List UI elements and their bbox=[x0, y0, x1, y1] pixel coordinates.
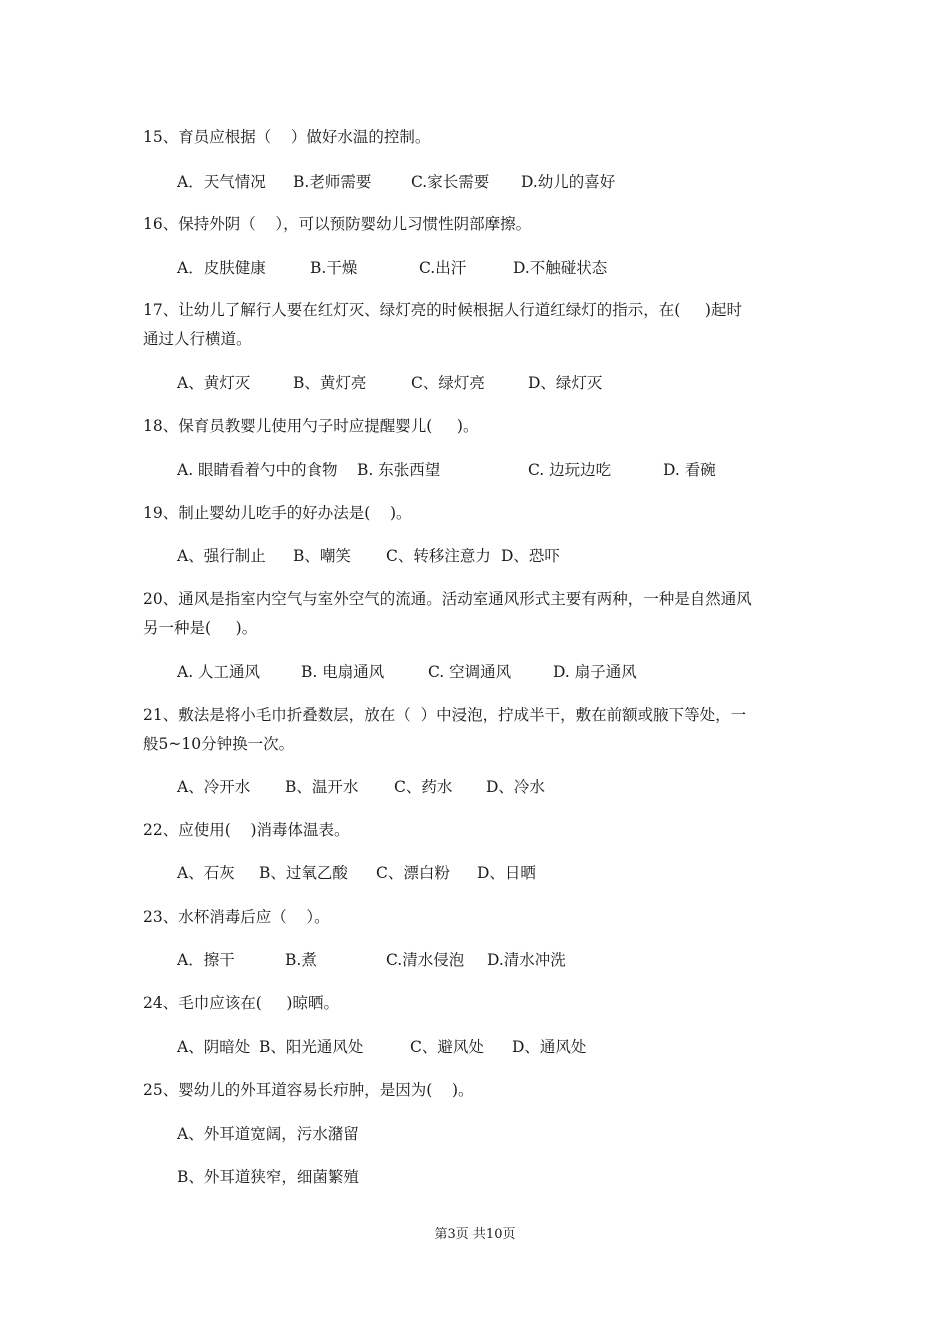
question-21-stem: 般5~10分钟换一次。 bbox=[143, 735, 295, 753]
page-footer: 第3页 共10页 bbox=[434, 1227, 516, 1242]
question-16-option-b: B.干燥 bbox=[310, 259, 358, 277]
question-23-option-d: D.清水冲洗 bbox=[487, 951, 566, 969]
question-21-option-c: C、药水 bbox=[394, 778, 453, 796]
question-22-option-d: D、日晒 bbox=[477, 864, 536, 882]
question-19-option-c: C、转移注意力 bbox=[386, 547, 491, 565]
question-20-option-a: A. 人工通风 bbox=[177, 663, 261, 681]
question-21-option-d: D、冷水 bbox=[486, 778, 545, 796]
question-20-option-d: D. 扇子通风 bbox=[553, 663, 637, 681]
question-24-stem: 24、毛巾应该在( )晾晒。 bbox=[143, 994, 339, 1012]
question-25-stem: 25、婴幼儿的外耳道容易长疖肿，是因为( )。 bbox=[143, 1081, 474, 1099]
question-17-option-c: C、绿灯亮 bbox=[411, 374, 485, 392]
question-24-option-c: C、避风处 bbox=[410, 1038, 484, 1056]
question-21-option-b: B、温开水 bbox=[285, 778, 359, 796]
question-24-option-b: B、阳光通风处 bbox=[259, 1038, 364, 1056]
question-15-stem: 15、育员应根据（ ）做好水温的控制。 bbox=[143, 128, 431, 146]
question-22-option-c: C、漂白粉 bbox=[376, 864, 450, 882]
question-20-stem: 另一种是( )。 bbox=[143, 619, 258, 637]
question-17-stem: 通过人行横道。 bbox=[143, 330, 252, 348]
question-22-stem: 22、应使用( )消毒体温表。 bbox=[143, 821, 350, 839]
question-17-option-b: B、黄灯亮 bbox=[293, 374, 367, 392]
question-16-option-a: A．皮肤健康 bbox=[177, 259, 266, 277]
question-18-option-c: C. 边玩边吃 bbox=[528, 461, 612, 479]
question-23-stem: 23、水杯消毒后应（ ）。 bbox=[143, 908, 330, 926]
question-25-option-b: B、外耳道狭窄，细菌繁殖 bbox=[177, 1168, 359, 1186]
question-22-option-a: A、石灰 bbox=[177, 864, 235, 882]
question-21-stem: 21、敷法是将小毛巾折叠数层，放在（ ）中浸泡，拧成半干，敷在前额或腋下等处，一 bbox=[143, 706, 747, 724]
question-17-option-d: D、绿灯灭 bbox=[528, 374, 603, 392]
question-25-option-a: A、外耳道宽阔，污水潴留 bbox=[177, 1125, 359, 1143]
question-19-option-b: B、嘲笑 bbox=[293, 547, 351, 565]
question-23-option-a: A．擦干 bbox=[177, 951, 235, 969]
question-16-option-c: C.出汗 bbox=[419, 259, 467, 277]
question-23-option-b: B.煮 bbox=[285, 951, 317, 969]
question-23-option-c: C.清水侵泡 bbox=[386, 951, 465, 969]
question-20-option-c: C. 空调通风 bbox=[428, 663, 512, 681]
question-22-option-b: B、过氧乙酸 bbox=[259, 864, 348, 882]
question-20-option-b: B. 电扇通风 bbox=[301, 663, 385, 681]
question-15-option-c: C.家长需要 bbox=[411, 173, 490, 191]
question-18-stem: 18、保育员教婴儿使用勺子时应提醒婴儿( )。 bbox=[143, 417, 479, 435]
question-18-option-d: D. 看碗 bbox=[663, 461, 716, 479]
question-24-option-d: D、通风处 bbox=[512, 1038, 587, 1056]
question-16-stem: 16、保持外阴（ ），可以预防婴幼儿习惯性阴部摩擦。 bbox=[143, 215, 532, 233]
question-16-option-d: D.不触碰状态 bbox=[513, 259, 608, 277]
question-15-option-d: D.幼儿的喜好 bbox=[521, 173, 616, 191]
question-15-option-a: A．天气情况 bbox=[177, 173, 266, 191]
question-18-option-b: B. 东张西望 bbox=[357, 461, 441, 479]
question-15-option-b: B.老师需要 bbox=[293, 173, 372, 191]
question-19-option-d: D、恐吓 bbox=[501, 547, 560, 565]
question-24-option-a: A、阴暗处 bbox=[177, 1038, 251, 1056]
question-17-option-a: A、黄灯灭 bbox=[177, 374, 251, 392]
question-21-option-a: A、冷开水 bbox=[177, 778, 251, 796]
question-19-stem: 19、制止婴幼儿吃手的好办法是( )。 bbox=[143, 504, 412, 522]
question-17-stem: 17、让幼儿了解行人要在红灯灭、绿灯亮的时候根据人行道红绿灯的指示，在( )起时 bbox=[143, 301, 742, 319]
question-20-stem: 20、通风是指室内空气与室外空气的流通。活动室通风形式主要有两种，一种是自然通风 bbox=[143, 590, 752, 608]
question-19-option-a: A、强行制止 bbox=[177, 547, 266, 565]
question-18-option-a: A. 眼睛看着勺中的食物 bbox=[177, 461, 338, 479]
